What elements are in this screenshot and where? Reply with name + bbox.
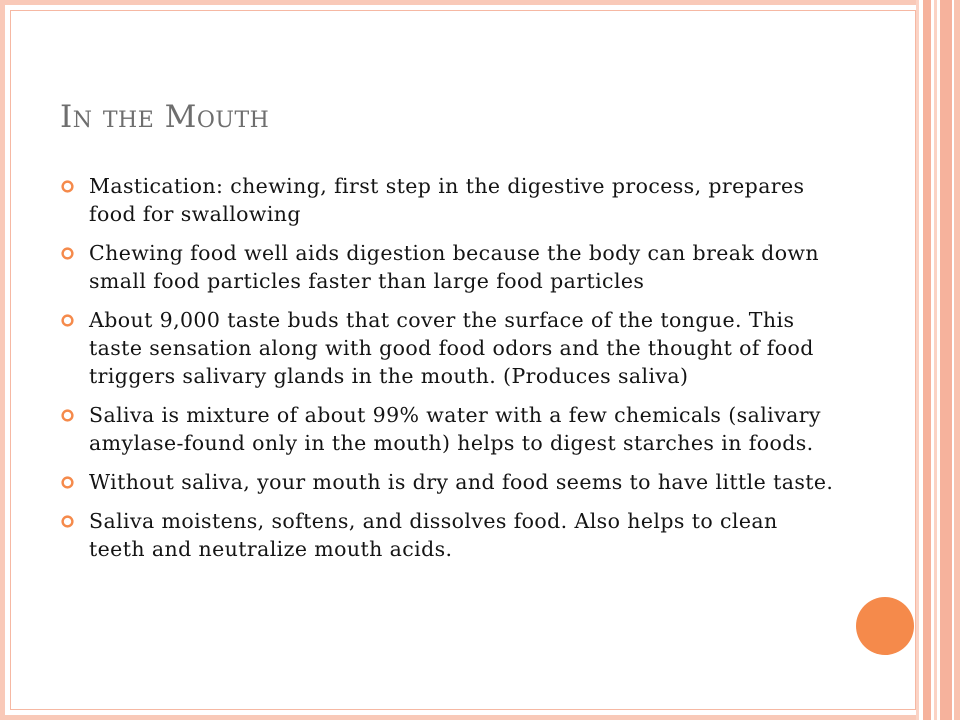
bullet-item (60, 401, 840, 457)
frame-bottom-edge (0, 715, 960, 720)
bullet-item (60, 172, 840, 228)
slide-title: In the Mouth (60, 99, 270, 135)
frame-left-edge (0, 0, 5, 720)
bullet-text: Mastication: chewing, first step in the digestive process, prepares food for swallowing (89, 174, 805, 226)
ring-bullet-icon (60, 179, 75, 194)
ring-bullet-icon (60, 475, 75, 490)
bullet-item (60, 507, 840, 563)
ring-bullet-icon (60, 246, 75, 261)
bullet-text: About 9,000 taste buds that cover the surface of the tongue. This taste sensation along with good food odors and the thought of food triggers salivary glands in the mouth. (Produces saliva) (89, 308, 814, 388)
bullet-text: Without saliva, your mouth is dry and food seems to have little taste. (89, 470, 834, 494)
bullet-item (60, 468, 840, 496)
bullet-item (60, 239, 840, 295)
accent-circle (856, 597, 914, 655)
decorative-stripes (916, 0, 960, 720)
bullet-text: Chewing food well aids digestion because the body can break down small food particles faster than large food particles (89, 241, 819, 293)
bullet-item (60, 306, 840, 390)
bullet-list (60, 172, 840, 574)
frame-top-edge (0, 0, 960, 5)
ring-bullet-icon (60, 514, 75, 529)
bullet-text: Saliva moistens, softens, and dissolves food. Also helps to clean teeth and neutralize mouth acids. (89, 509, 778, 561)
ring-bullet-icon (60, 408, 75, 423)
ring-bullet-icon (60, 313, 75, 328)
bullet-text: Saliva is mixture of about 99% water with a few chemicals (salivary amylase-found only in the mouth) helps to digest starches in foods. (89, 403, 821, 455)
